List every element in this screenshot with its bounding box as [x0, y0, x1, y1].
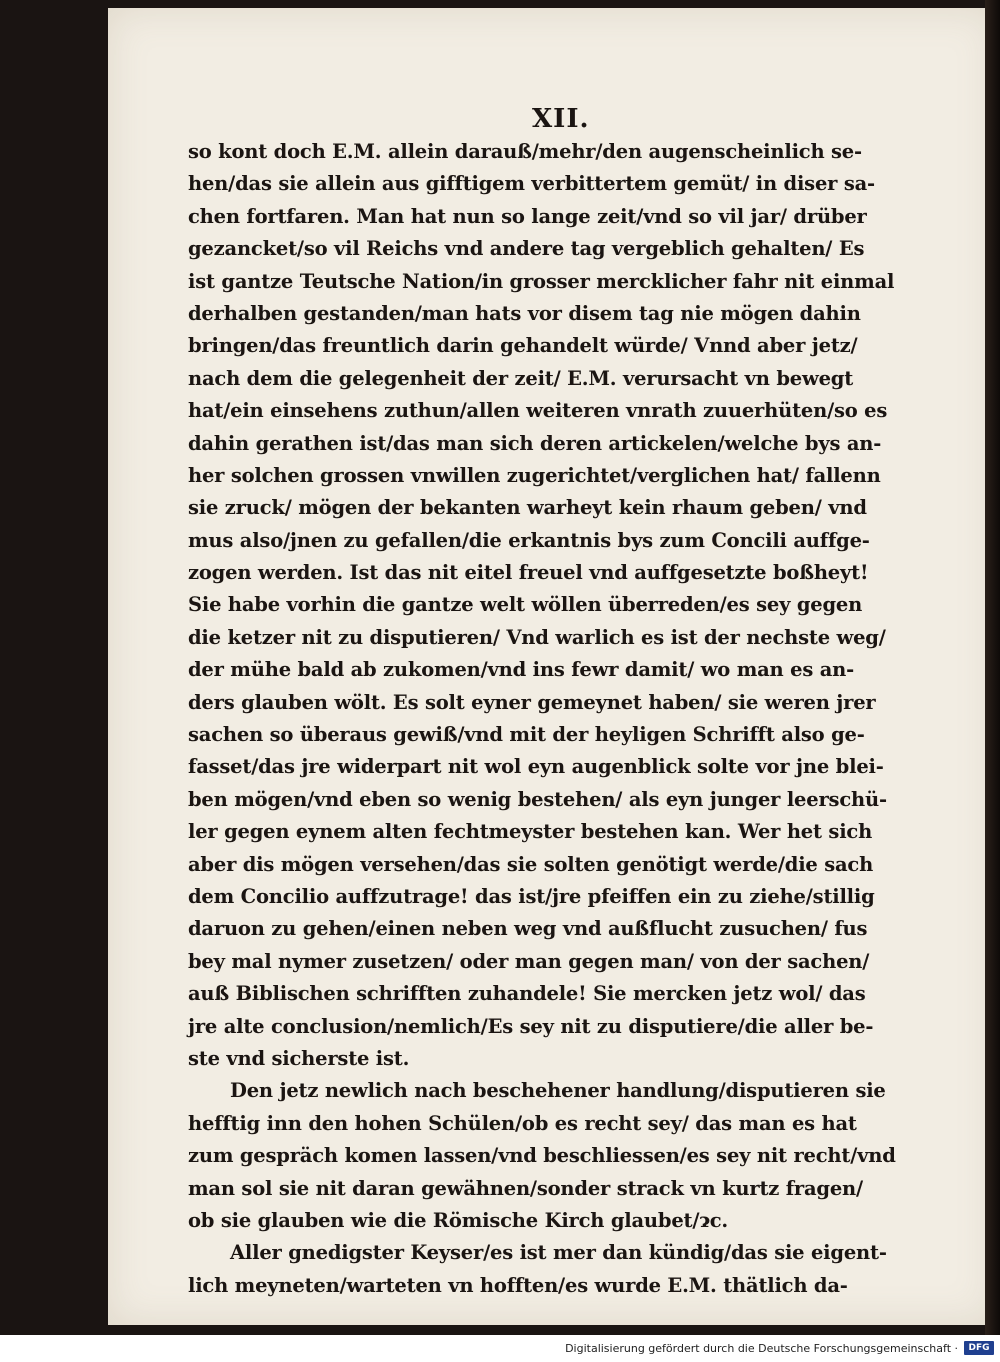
folio-number: XII.: [532, 104, 590, 134]
text-line: Den jetz newlich nach beschehener handlung/disputieren sie: [230, 1079, 886, 1103]
text-line: derhalben gestanden/man hats vor disem tag nie mögen dahin: [188, 301, 861, 325]
text-line: fasset/das jre widerpart nit wol eyn augenblick solte vor jne blei-: [188, 755, 884, 779]
footer-bar: [0, 1335, 1000, 1362]
text-line: dem Concilio auffzutrage! das ist/jre pfeiffen ein zu ziehe/stillig: [188, 884, 875, 908]
text-line: hat/ein einsehens zuthun/allen weiteren vnrath zuuerhüten/so es: [188, 399, 888, 423]
text-line: die ketzer nit zu disputieren/ Vnd warlich es ist der nechste weg/: [188, 625, 886, 649]
text-line: her solchen grossen vnwillen zugerichtet/verglichen hat/ fallenn: [188, 463, 881, 487]
text-line: nach dem die gelegenheit der zeit/ E.M. verursacht vn bewegt: [188, 366, 854, 390]
text-line: Sie habe vorhin die gantze welt wöllen überreden/es sey gegen: [188, 593, 863, 617]
text-line: ders glauben wölt. Es solt eyner gemeynet haben/ sie weren jrer: [188, 690, 876, 714]
text-line: ler gegen eynem alten fechtmeyster bestehen kan. Wer het sich: [188, 820, 873, 844]
text-line: jre alte conclusion/nemlich/Es sey nit zu disputiere/die aller be-: [188, 1014, 874, 1038]
page-edge: [985, 0, 1000, 1335]
text-line: ben mögen/vnd eben so wenig bestehen/ als eyn junger leerschü-: [188, 787, 887, 811]
text-line: hen/das sie allein aus gifftigem verbittertem gemüt/ in diser sa-: [188, 172, 875, 196]
text-line: zogen werden. Ist das nit eitel freuel vnd auffgesetzte boßheyt!: [188, 561, 869, 585]
text-line: der mühe bald ab zukomen/vnd ins fewr damit/ wo man es an-: [188, 658, 855, 682]
text-line: man sol sie nit daran gewähnen/sonder strack vn kurtz fragen/: [188, 1176, 863, 1200]
text-line: bey mal nymer zusetzen/ oder man gegen man/ von der sachen/: [188, 949, 870, 973]
text-line: so kont doch E.M. allein darauß/mehr/den augenscheinlich se-: [188, 140, 862, 163]
text-line: gezancket/so vil Reichs vnd andere tag vergeblich gehalten/ Es: [188, 237, 865, 261]
text-line: daruon zu gehen/einen neben weg vnd außflucht zusuchen/ fus: [188, 917, 868, 941]
text-line: lich meyneten/warteten vn hofften/es wurde E.M. thätlich da-: [188, 1273, 848, 1297]
text-line: ste vnd sicherste ist.: [188, 1046, 410, 1070]
text-line: auß Biblischen schrifften zuhandele! Sie mercken jetz wol/ das: [188, 982, 866, 1006]
text-line: zum gespräch komen lassen/vnd beschliessen/es sey nit recht/vnd: [188, 1144, 896, 1168]
text-line: chen fortfaren. Man hat nun so lange zeit/vnd so vil jar/ drüber: [188, 204, 867, 228]
footer-credit: Digitalisierung gefördert durch die Deutsche Forschungsgemeinschaft ·: [565, 1342, 958, 1355]
text-line: hefftig inn den hohen Schülen/ob es recht sey/ das man es hat: [188, 1111, 857, 1135]
text-line: Aller gnedigster Keyser/es ist mer dan kündig/das sie eigent-: [230, 1241, 887, 1265]
text-line: sie zruck/ mögen der bekanten warheyt kein rhaum geben/ vnd: [188, 496, 867, 520]
dfg-logo: DFG: [964, 1341, 994, 1355]
text-line: sachen so überaus gewiß/vnd mit der heyligen Schrifft also ge-: [188, 723, 865, 747]
text-line: bringen/das freuntlich darin gehandelt würde/ Vnnd aber jetz/: [188, 334, 858, 358]
text-line: aber dis mögen versehen/das sie solten genötigt werde/die sach: [188, 852, 874, 876]
text-line: dahin gerathen ist/das man sich deren artickelen/welche bys an-: [188, 431, 882, 455]
text-line: mus also/jnen zu gefallen/die erkantnis bys zum Concili auffge-: [188, 528, 870, 552]
text-line: ob sie glauben wie die Römische Kirch glaubet/ɂc.: [188, 1208, 729, 1232]
text-line: ist gantze Teutsche Nation/in grosser mercklicher fahr nit einmal: [188, 269, 895, 293]
body-text: [188, 136, 913, 1302]
